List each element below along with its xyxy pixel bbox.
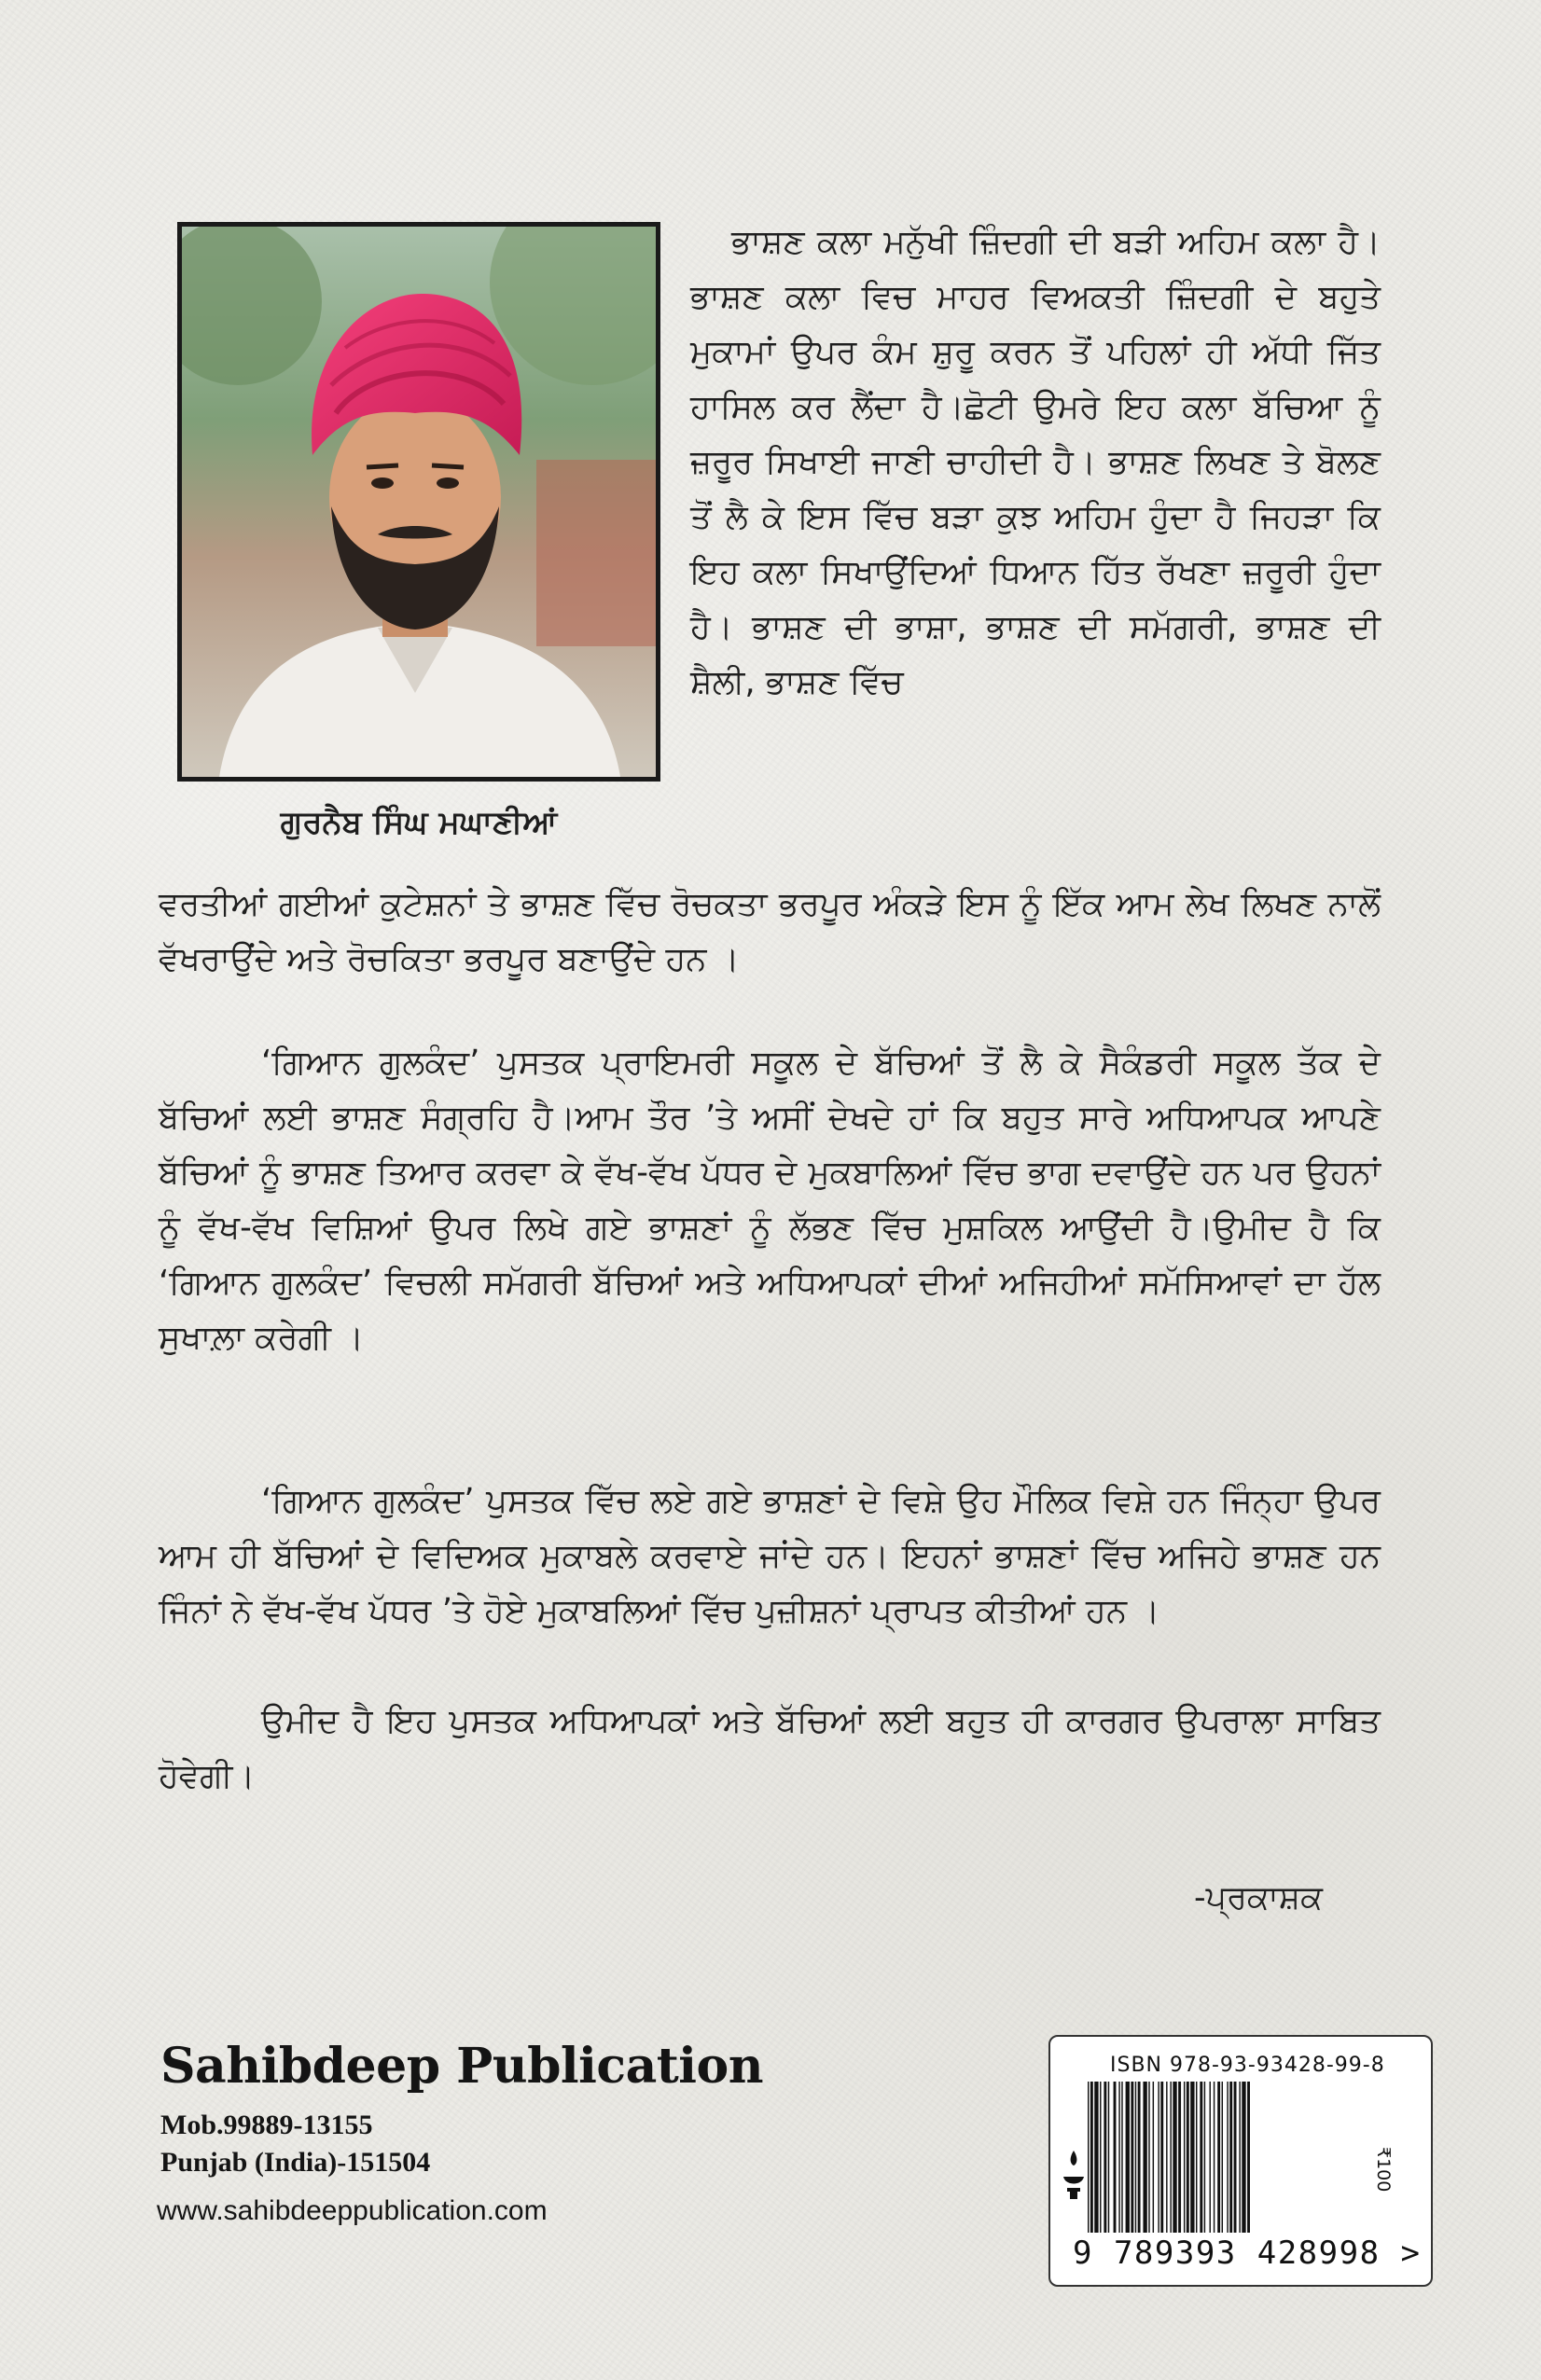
barcode-bar xyxy=(1094,2082,1098,2233)
barcode-bar xyxy=(1227,2082,1228,2233)
intro-paragraph-continued: ਵਰਤੀਆਂ ਗਈਆਂ ਕੁਟੇਸ਼ਨਾਂ ਤੇ ਭਾਸ਼ਣ ਵਿੱਚ ਰੋਚਕਤਾ ਭਰਪੂਰ ਅੰਕੜੇ ਇਸ ਨੂੰ ਇੱਕ ਆਮ ਲੇਖ ਲਿਖਣ ਨਾਲੋਂ ਵੱਖਰਾਉਂਦੇ ਅਤੇ ਰੋਚਕਿਤਾ ਭਰਪੂਰ ਬਣਾਉਂਦੇ ਹਨ । xyxy=(159,885,1381,978)
barcode-bar xyxy=(1173,2082,1176,2233)
barcode-bar xyxy=(1104,2082,1106,2233)
barcode-digits: 9 789393 428998 > xyxy=(1073,2235,1422,2272)
barcode-bar xyxy=(1184,2082,1185,2233)
barcode-bar xyxy=(1108,2082,1109,2233)
publisher-signature: -ਪ੍ਰਕਾਸ਼ਕ xyxy=(1194,1879,1323,1916)
barcode-bar xyxy=(1100,2082,1101,2233)
barcode-bar xyxy=(1135,2082,1136,2233)
publisher-mobile: Mob.99889-13155 xyxy=(160,2110,373,2140)
barcode-bar xyxy=(1118,2082,1119,2233)
barcode-bar xyxy=(1210,2082,1211,2233)
barcode-bar xyxy=(1114,2082,1117,2233)
author-photo xyxy=(177,222,660,782)
barcode-bar xyxy=(1121,2082,1122,2233)
barcode-bar xyxy=(1200,2082,1202,2233)
publisher-name: Sahibdeep Publication xyxy=(160,2038,764,2095)
price-label: ₹100 xyxy=(1373,2147,1394,2193)
barcode-bar xyxy=(1138,2082,1141,2233)
barcode-bar xyxy=(1178,2082,1181,2233)
barcode-bar xyxy=(1234,2082,1237,2233)
closing-paragraph: ਉਮੀਦ ਹੈ ਇਹ ਪੁਸਤਕ ਅਧਿਆਪਕਾਂ ਅਤੇ ਬੱਚਿਆਂ ਲਈ ਬਹੁਤ ਹੀ ਕਾਰਗਰ ਉਪਰਾਲਾ ਸਾਬਿਤ ਹੋਵੇਗੀ। xyxy=(159,1702,1381,1795)
barcode-bar xyxy=(1148,2082,1149,2233)
publisher-website: www.sahibdeeppublication.com xyxy=(157,2195,548,2226)
barcode-bar xyxy=(1160,2082,1163,2233)
author-portrait-image xyxy=(182,227,656,777)
barcode-bar xyxy=(1217,2082,1220,2233)
barcode-bar xyxy=(1126,2082,1130,2233)
barcode-bar xyxy=(1187,2082,1189,2233)
diya-lamp-icon xyxy=(1062,2149,1086,2205)
barcode-bar xyxy=(1190,2082,1194,2233)
isbn-barcode-panel xyxy=(1048,2035,1433,2287)
barcode-bar xyxy=(1239,2082,1240,2233)
barcode-bar xyxy=(1229,2082,1232,2233)
barcode-bar xyxy=(1131,2082,1133,2233)
barcode-bar xyxy=(1088,2082,1089,2233)
author-name-caption: ਗੁਰਨੈਬ ਸਿੰਘ ਮਘਾਣੀਆਂ xyxy=(280,804,558,841)
barcode-bar xyxy=(1214,2082,1215,2233)
barcode-bar xyxy=(1196,2082,1197,2233)
topics-paragraph: ‘ਗਿਆਨ ਗੁਲਕੰਦ’ ਪੁਸਤਕ ਵਿੱਚ ਲਏ ਗਏ ਭਾਸ਼ਣਾਂ ਦੇ ਵਿਸ਼ੇ ਉਹ ਮੌਲਿਕ ਵਿਸ਼ੇ ਹਨ ਜਿੰਨ੍ਹਾ ਉਪਰ ਆਮ ਹੀ ਬੱਚਿਆਂ ਦੇ ਵਿਦਿਅਕ ਮੁਕਾਬਲੇ ਕਰਵਾਏ ਜਾਂਦੇ ਹਨ। ਇਹਨਾਂ ਭਾਸ਼ਣਾਂ ਵਿੱਚ ਅਜਿਹੇ ਭਾਸ਼ਣ ਹਨ ਜਿੰਨਾਂ ਨੇ ਵੱਖ-ਵੱਖ ਪੱਧਰ ’ਤੇ ਹੋਏ ਮੁਕਾਬਲਿਆਂ ਵਿੱਚ ਪੁਜ਼ੀਸ਼ਨਾਂ ਪ੍ਰਾਪਤ ਕੀਤੀਆਂ ਹਨ । xyxy=(159,1482,1381,1630)
barcode-bar xyxy=(1090,2082,1093,2233)
barcode-bar xyxy=(1222,2082,1223,2233)
barcode-bar xyxy=(1143,2082,1146,2233)
intro-paragraph: ਭਾਸ਼ਣ ਕਲਾ ਮਨੁੱਖੀ ਜ਼ਿੰਦਗੀ ਦੀ ਬੜੀ ਅਹਿਮ ਕਲਾ ਹੈ। ਭਾਸ਼ਣ ਕਲਾ ਵਿਚ ਮਾਹਰ ਵਿਅਕਤੀ ਜ਼ਿੰਦਗੀ ਦੇ ਬਹੁਤੇ ਮੁਕਾਮਾਂ ਉਪਰ ਕੰਮ ਸ਼ੁਰੂ ਕਰਨ ਤੋਂ ਪਹਿਲਾਂ ਹੀ ਅੱਧੀ ਜਿੱਤ ਹਾਸਿਲ ਕਰ ਲੈਂਦਾ ਹੈ।ਛੋਟੀ ਉਮਰੇ ਇਹ ਕਲਾ ਬੱਚਿਆ ਨੂੰ ਜ਼ਰੂਰ ਸਿਖਾਈ ਜਾਣੀ ਚਾਹੀਦੀ ਹੈ। ਭਾਸ਼ਣ ਲਿਖਣ ਤੇ ਬੋਲਣ ਤੋਂ ਲੈ ਕੇ ਇਸ ਵਿੱਚ ਬੜਾ ਕੁਝ ਅਹਿਮ ਹੁੰਦਾ ਹੈ ਜਿਹੜਾ ਕਿ ਇਹ ਕਲਾ ਸਿਖਾਉਂਦਿਆਂ ਧਿਆਨ ਹਿੱਤ ਰੱਖਣਾ ਜ਼ਰੂਰੀ ਹੁੰਦਾ ਹੈ। ਭਾਸ਼ਣ ਦੀ ਭਾਸ਼ਾ, ਭਾਸ਼ਣ ਦੀ ਸਮੱਗਰੀ, ਭਾਸ਼ਣ ਦੀ ਸ਼ੈਲੀ, ਭਾਸ਼ਣ ਵਿੱਚ xyxy=(690,223,1381,701)
barcode-bar xyxy=(1158,2082,1159,2233)
isbn-label: ISBN 978-93-93428-99-8 xyxy=(1110,2054,1385,2077)
barcode-bar xyxy=(1247,2082,1250,2233)
barcode-bar xyxy=(1153,2082,1154,2233)
publisher-address: Punjab (India)-151504 xyxy=(160,2147,431,2178)
book-purpose-paragraph: ‘ਗਿਆਨ ਗੁਲਕੰਦ’ ਪੁਸਤਕ ਪ੍ਰਾਇਮਰੀ ਸਕੂਲ ਦੇ ਬੱਚਿਆਂ ਤੋਂ ਲੈ ਕੇ ਸੈਕੰਡਰੀ ਸਕੂਲ ਤੱਕ ਦੇ ਬੱਚਿਆਂ ਲਈ ਭਾਸ਼ਣ ਸੰਗ੍ਰਹਿ ਹੈ।ਆਮ ਤੌਰ ’ਤੇ ਅਸੀਂ ਦੇਖਦੇ ਹਾਂ ਕਿ ਬਹੁਤ ਸਾਰੇ ਅਧਿਆਪਕ ਆਪਣੇ ਬੱਚਿਆਂ ਨੂੰ ਭਾਸ਼ਣ ਤਿਆਰ ਕਰਵਾ ਕੇ ਵੱਖ-ਵੱਖ ਪੱਧਰ ਦੇ ਮੁਕਬਾਲਿਆਂ ਵਿੱਚ ਭਾਗ ਦਵਾਉਂਦੇ ਹਨ ਪਰ ਉਹਨਾਂ ਨੂੰ ਵੱਖ-ਵੱਖ ਵਿਸ਼ਿਆਂ ਉਪਰ ਲਿਖੇ ਗਏ ਭਾਸ਼ਣਾਂ ਨੂੰ ਲੱਭਣ ਵਿੱਚ ਮੁਸ਼ਕਿਲ ਆਉਂਦੀ ਹੈ।ਉਮੀਦ ਹੈ ਕਿ ‘ਗਿਆਨ ਗੁਲਕੰਦ’ ਵਿਚਲੀ ਸਮੱਗਰੀ ਬੱਚਿਆਂ ਅਤੇ ਅਧਿਆਪਕਾਂ ਦੀਆਂ ਅਜਿਹੀਆਂ ਸਮੱਸਿਆਵਾਂ ਦਾ ਹੱਲ ਸੁਖਾਲ਼ਾ ਕਰੇਗੀ । xyxy=(159,1044,1381,1357)
barcode-bars xyxy=(1088,2082,1386,2233)
barcode-bar xyxy=(1204,2082,1205,2233)
barcode-bar xyxy=(1242,2082,1245,2233)
barcode-bar xyxy=(1170,2082,1171,2233)
barcode-bar xyxy=(1166,2082,1167,2233)
